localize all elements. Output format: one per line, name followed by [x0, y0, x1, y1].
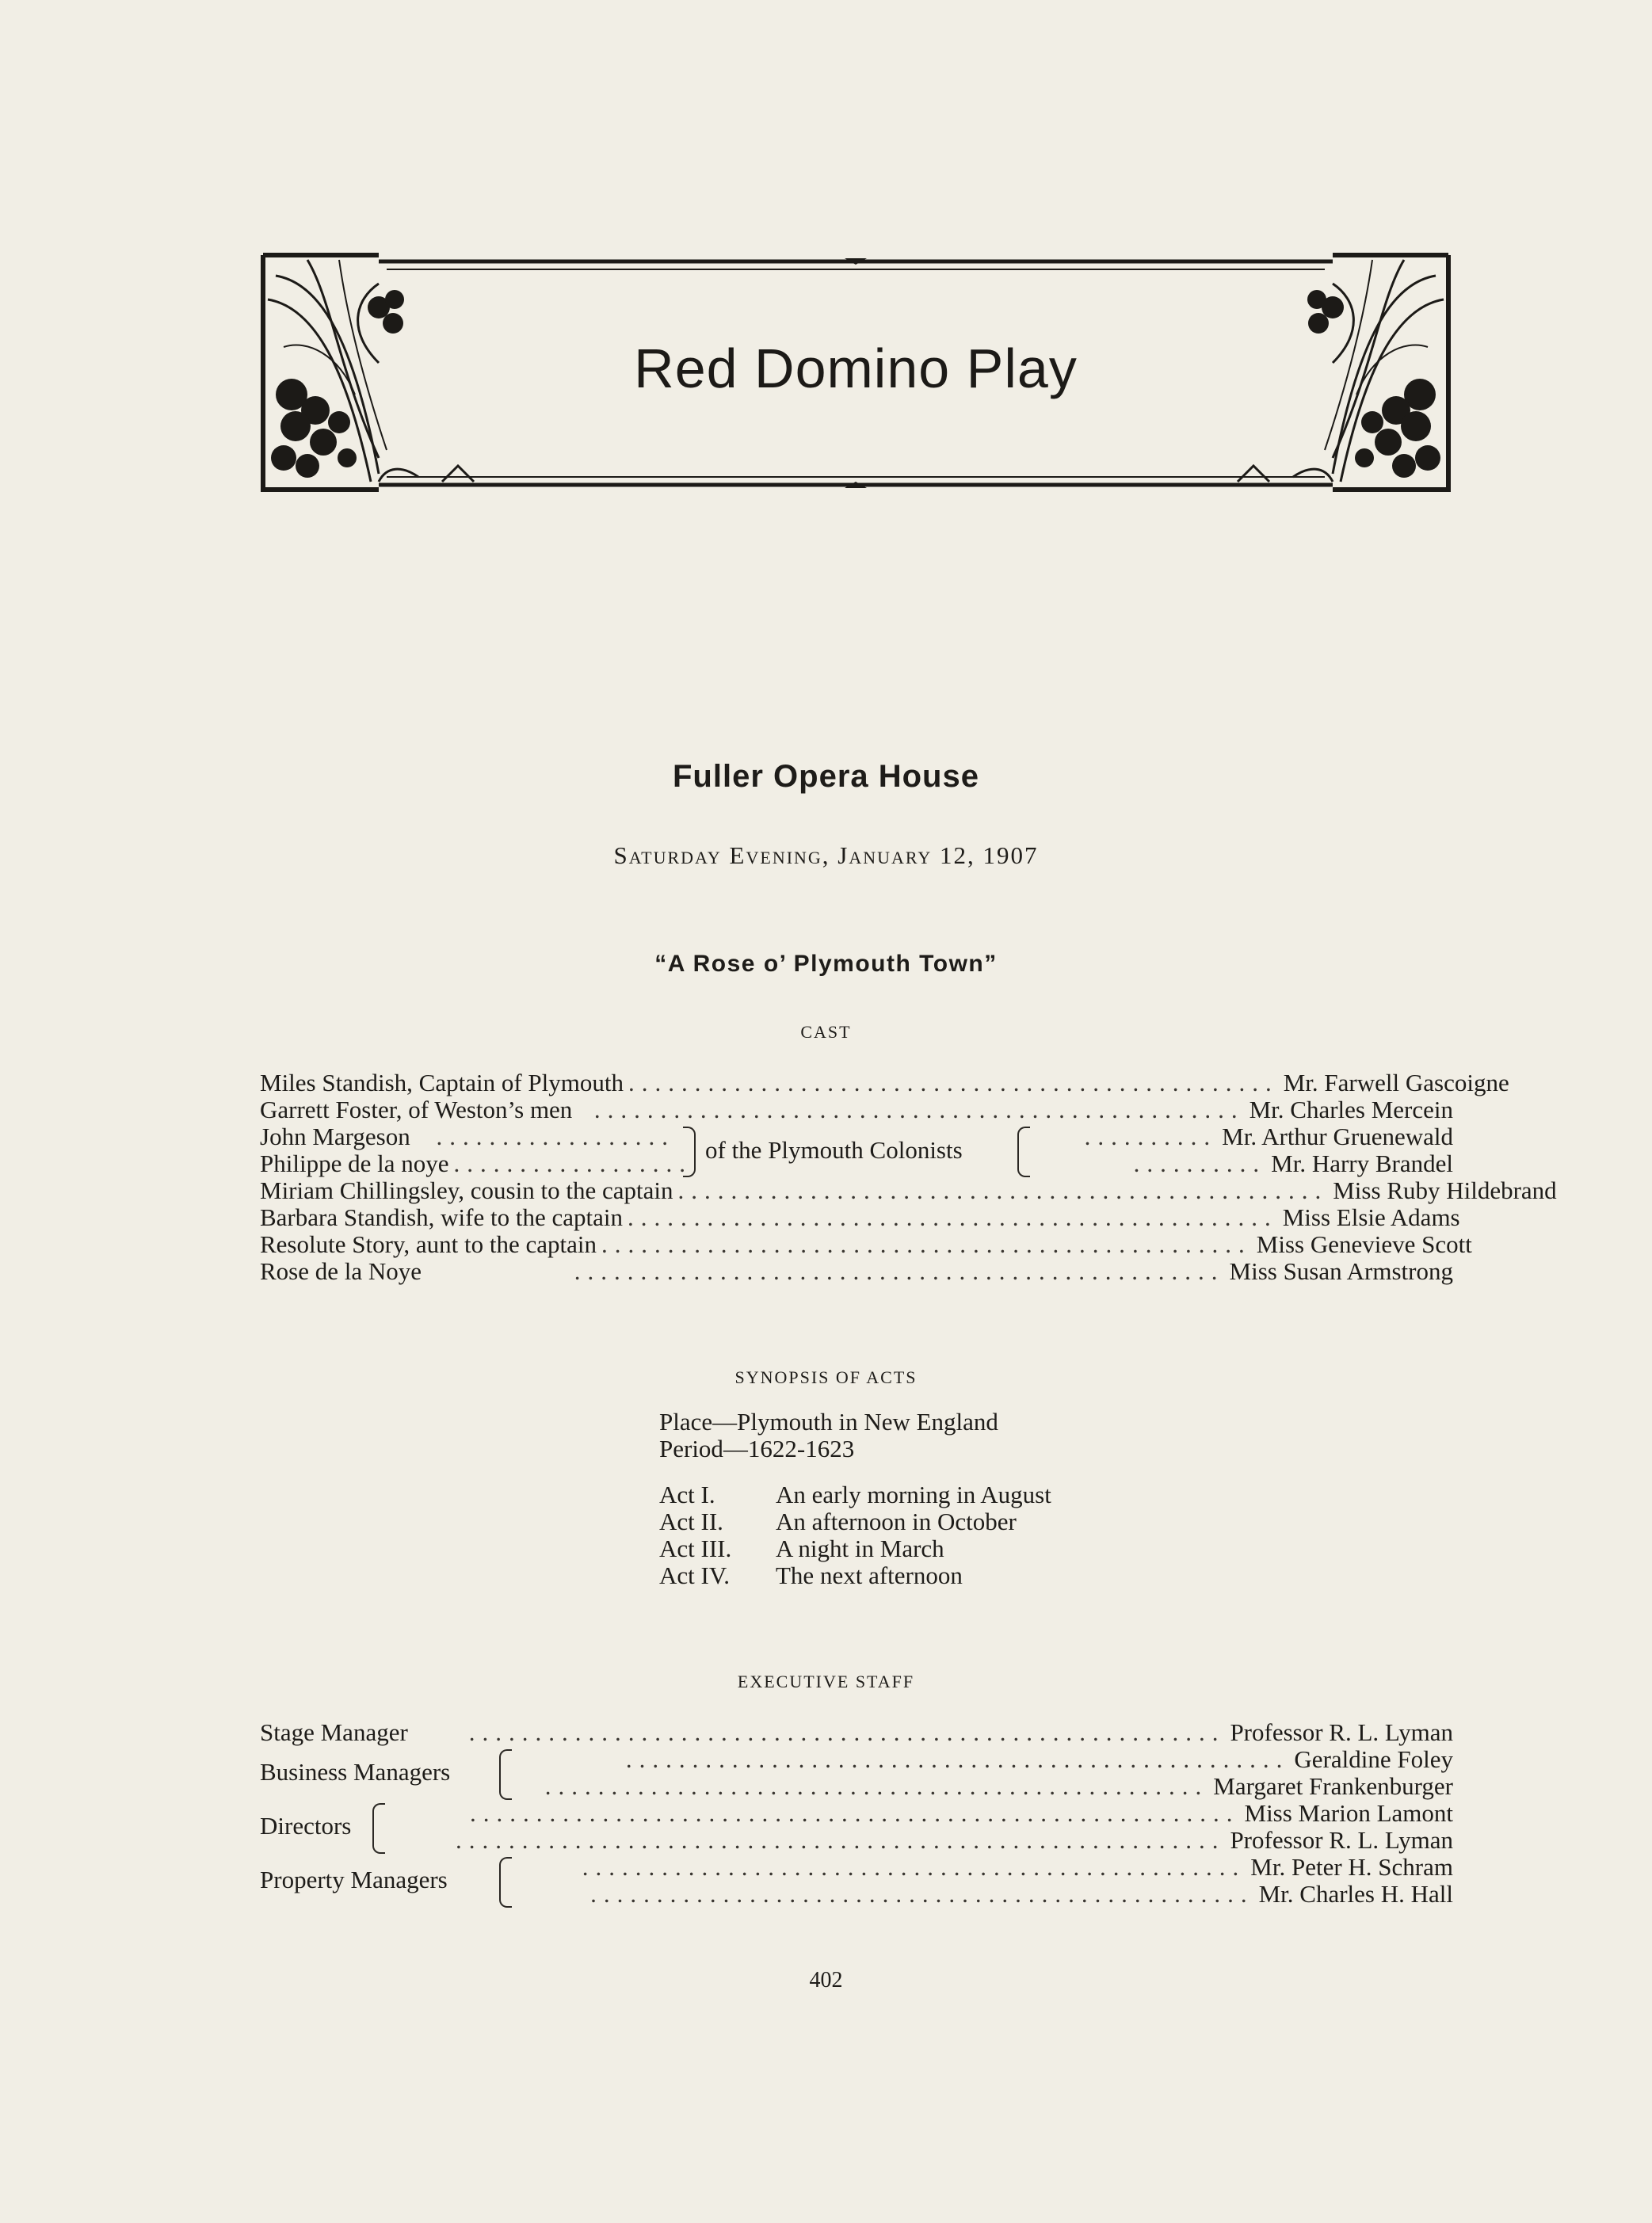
act-row: [659, 1535, 944, 1562]
brace-left: [499, 1749, 512, 1800]
cast-row: [260, 1230, 1472, 1258]
dot-leader: ..................................................: [582, 1853, 1246, 1881]
brace-left: [372, 1803, 385, 1854]
staff-heading: EXECUTIVE STAFF: [737, 1672, 915, 1691]
dot-leader: ..................................................: [625, 1745, 1290, 1773]
brace-left: [499, 1857, 512, 1908]
dot-leader: .................................................: [574, 1257, 1225, 1285]
title-banner: [260, 252, 1452, 494]
dot-leader: .................................................: [593, 1096, 1245, 1123]
staff-role: Property Managers: [260, 1866, 448, 1893]
act-description: A night in March: [776, 1535, 944, 1562]
act-row: [659, 1481, 1051, 1508]
cast-row: [260, 1176, 1557, 1204]
cast-role: Resolute Story, aunt to the captain: [260, 1230, 597, 1258]
staff-name: Professor R. L. Lyman: [1230, 1718, 1453, 1746]
staff-row: [515, 1773, 1453, 1800]
act-row: [659, 1562, 963, 1589]
brace-right: [683, 1127, 696, 1177]
dot-leader: ..................................................: [544, 1772, 1209, 1800]
dot-leader: ..........: [1133, 1150, 1267, 1177]
staff-name: Professor R. L. Lyman: [1230, 1826, 1453, 1854]
synopsis-place: Place—Plymouth in New England: [659, 1408, 998, 1436]
cast-role: Rose de la Noye: [260, 1257, 422, 1285]
dot-leader: ..................................................: [590, 1880, 1254, 1908]
dot-leader: ..........................................................: [455, 1826, 1226, 1854]
venue-heading: Fuller Opera House: [673, 759, 979, 794]
staff-name: Margaret Frankenburger: [1213, 1772, 1453, 1800]
cast-row: [260, 1096, 1453, 1123]
dot-leader: .................................................: [628, 1069, 1279, 1096]
page-number: 402: [809, 1968, 843, 1992]
brace-left: [1017, 1127, 1030, 1177]
cast-heading: CAST: [800, 1022, 852, 1042]
staff-row: [515, 1746, 1453, 1773]
dot-leader: .........................................................: [468, 1718, 1226, 1746]
cast-actor: Mr. Harry Brandel: [1271, 1150, 1453, 1177]
dot-leader: ..................: [436, 1123, 675, 1150]
dot-leader: ..................: [453, 1150, 692, 1177]
staff-row: [515, 1854, 1453, 1881]
cast-row: [260, 1258, 1453, 1285]
act-number: Act II.: [659, 1508, 723, 1535]
staff-name: Geraldine Foley: [1294, 1745, 1453, 1773]
act-description: An early morning in August: [776, 1481, 1051, 1508]
staff-row: [515, 1881, 1453, 1908]
cast-actor: Mr. Arthur Gruenewald: [1222, 1123, 1453, 1150]
performance-date: Saturday Evening, January 12, 1907: [613, 841, 1039, 869]
group-note: of the Plymouth Colonists: [705, 1136, 963, 1164]
cast-role: Philippe de la noye: [260, 1150, 449, 1177]
cast-actor: Mr. Farwell Gascoigne: [1283, 1069, 1509, 1096]
staff-name: Miss Marion Lamont: [1244, 1799, 1453, 1827]
cast-row: [260, 1069, 1509, 1096]
staff-name: Mr. Peter H. Schram: [1250, 1853, 1453, 1881]
cast-actor: Miss Elsie Adams: [1282, 1203, 1460, 1231]
staff-row: [388, 1827, 1453, 1854]
cast-actor: Miss Susan Armstrong: [1229, 1257, 1453, 1285]
dot-leader: ..........: [1084, 1123, 1218, 1150]
cast-role: Barbara Standish, wife to the captain: [260, 1203, 623, 1231]
staff-name: Mr. Charles H. Hall: [1258, 1880, 1453, 1908]
cast-actor: Miss Ruby Hildebrand: [1333, 1176, 1557, 1204]
dot-leader: .................................................: [601, 1230, 1252, 1258]
staff-role: Directors: [260, 1812, 352, 1840]
staff-row: [388, 1800, 1453, 1827]
act-description: An afternoon in October: [776, 1508, 1017, 1535]
cast-actor: Mr. Charles Mercein: [1249, 1096, 1453, 1123]
dot-leader: .................................................: [677, 1176, 1329, 1204]
dot-leader: ..........................................................: [470, 1799, 1240, 1827]
cast-role: John Margeson: [260, 1123, 410, 1150]
cast-role: Garrett Foster, of Weston’s men: [260, 1096, 573, 1123]
staff-role: Stage Manager: [260, 1718, 408, 1746]
cast-row: [260, 1123, 680, 1150]
cast-role: Miles Standish, Captain of Plymouth: [260, 1069, 624, 1096]
act-number: Act I.: [659, 1481, 715, 1508]
act-number: Act III.: [659, 1535, 732, 1562]
cast-row: [1033, 1150, 1453, 1177]
act-row: [659, 1508, 1017, 1535]
cast-row: [1033, 1123, 1453, 1150]
staff-role: Business Managers: [260, 1758, 451, 1786]
page-title: Red Domino Play: [634, 337, 1078, 399]
staff-row: [260, 1719, 1453, 1746]
synopsis-period: Period—1622-1623: [659, 1435, 855, 1462]
cast-row: [260, 1203, 1460, 1231]
act-description: The next afternoon: [776, 1561, 963, 1589]
act-number: Act IV.: [659, 1561, 730, 1589]
play-title: “A Rose o’ Plymouth Town”: [654, 951, 998, 977]
synopsis-heading: SYNOPSIS OF ACTS: [734, 1367, 918, 1387]
cast-actor: Miss Genevieve Scott: [1256, 1230, 1472, 1258]
dot-leader: .................................................: [627, 1203, 1278, 1231]
cast-role: Miriam Chillingsley, cousin to the captain: [260, 1176, 673, 1204]
cast-row: [260, 1150, 692, 1177]
